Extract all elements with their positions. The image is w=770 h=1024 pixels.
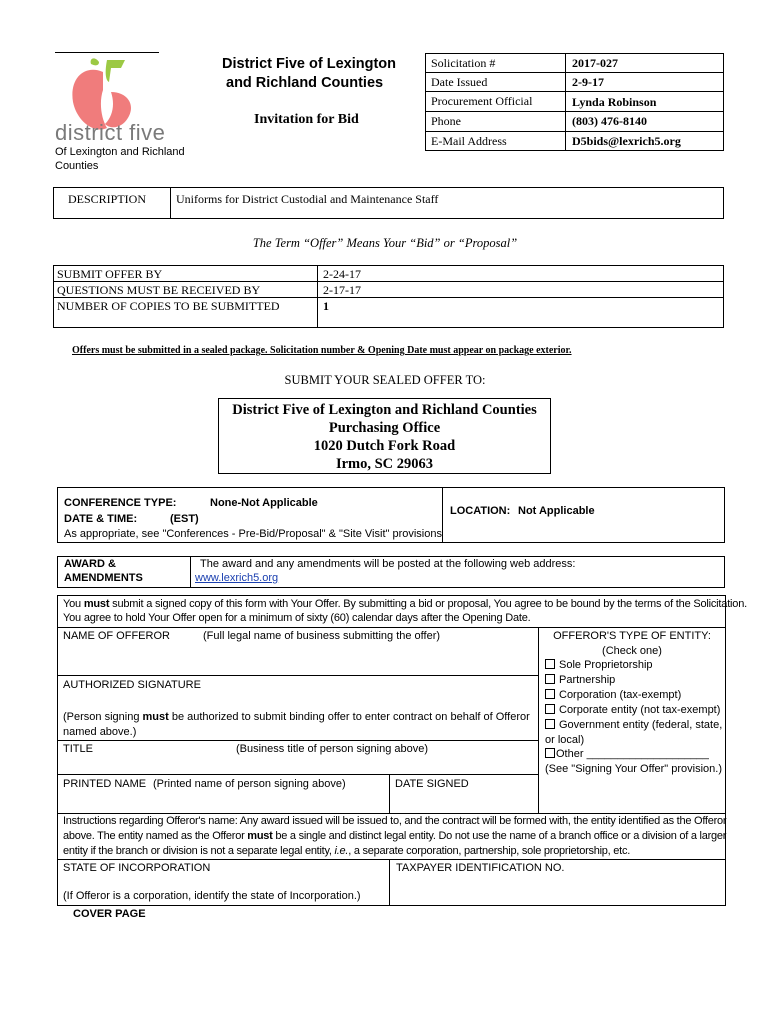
award-label-2: AMENDMENTS [64, 572, 143, 584]
entity-option-other[interactable]: Other ____________________ [545, 748, 709, 760]
title-field[interactable] [58, 757, 537, 773]
entity-instruction: (Check one) [602, 645, 662, 657]
checkbox-icon[interactable] [545, 704, 555, 714]
solicitation-number: 2017-027 [572, 56, 618, 70]
conference-type-value: None-Not Applicable [210, 497, 318, 509]
logo-caption-2: Counties [55, 160, 99, 172]
entity-heading: OFFEROR'S TYPE OF ENTITY: [553, 630, 711, 642]
procurement-official-label: Procurement Official [431, 94, 533, 108]
award-link[interactable]: www.lexrich5.org [195, 572, 279, 584]
copies-value: 1 [323, 299, 329, 313]
email-value[interactable]: D5bids@lexrich5.org [572, 134, 681, 148]
submit-offer-label: SUBMIT OFFER BY [57, 267, 163, 281]
instructions-line1: Instructions regarding Offeror's name: Any award issued will be issued to, and the contract will be formed with, the entity identified as the Offeror [63, 815, 727, 827]
entity-option-sole-proprietorship[interactable]: Sole Proprietorship [545, 659, 653, 671]
logo-wordmark: district five [55, 120, 166, 145]
entity-option-government-cont: or local) [545, 734, 585, 746]
entity-footnote: (See "Signing Your Offer" provision.) [545, 763, 722, 775]
entity-option-partnership[interactable]: Partnership [545, 674, 615, 686]
procurement-official-value: Lynda Robinson [572, 95, 657, 109]
state-incorporation-field[interactable] [58, 876, 388, 888]
award-text: The award and any amendments will be posted at the following web address: [200, 558, 576, 570]
printed-name-label: PRINTED NAME [63, 778, 147, 790]
award-label: AWARD & [64, 558, 116, 570]
signature-hint: (Person signing must be authorized to submit binding offer to enter contract on behalf of Offeror [63, 711, 530, 723]
entity-option-corporate-entity[interactable]: Corporate entity (not tax-exempt) [545, 704, 720, 716]
checkbox-icon[interactable] [545, 674, 555, 684]
sealed-package-notice: Offers must be submitted in a sealed package. Solicitation number & Opening Date must appear on package exterior. [72, 345, 572, 356]
offer-intro: You must submit a signed copy of this form with Your Offer. By submitting a bid or proposal, You agree to be bound by the terms of the Solicitation. [63, 598, 747, 610]
submit-offer-date: 2-24-17 [323, 267, 361, 281]
title-label: TITLE [63, 743, 93, 755]
submit-to-heading: SUBMIT YOUR SEALED OFFER TO: [284, 373, 486, 387]
checkbox-icon[interactable] [545, 719, 555, 729]
date-issued-value: 2-9-17 [572, 75, 604, 89]
instructions-line3: entity if the branch or division is not a separate legal entity, i.e., a separate corporation, partnership, sole proprietorship, etc. [63, 845, 631, 857]
signature-hint-2: named above.) [63, 726, 137, 738]
logo-caption: Of Lexington and Richland [55, 146, 185, 158]
date-signed-field[interactable] [390, 792, 537, 812]
solicitation-label: Solicitation # [431, 56, 496, 70]
offeror-name-field[interactable] [58, 644, 537, 674]
instructions-line2: above. The entity named as the Offeror must be a single and distinct legal entity. Do not use the name of a branch office or a division of a larger [63, 830, 727, 842]
checkbox-icon[interactable] [545, 689, 555, 699]
org-title-line2: and Richland Counties [226, 75, 384, 91]
offeror-name-hint: (Full legal name of business submitting the offer) [203, 630, 441, 642]
email-label: E-Mail Address [431, 134, 507, 148]
cover-page-label: COVER PAGE [73, 908, 146, 920]
address-line1: District Five of Lexington and Richland Counties [232, 402, 537, 418]
description-value: Uniforms for District Custodial and Maintenance Staff [176, 192, 439, 206]
copies-label: NUMBER OF COPIES TO BE SUBMITTED [57, 299, 280, 313]
phone-value: (803) 476-8140 [572, 114, 647, 128]
address-line3: 1020 Dutch Fork Road [313, 438, 456, 454]
date-issued-label: Date Issued [431, 75, 488, 89]
offer-intro-line2: You agree to hold Your Offer open for a minimum of sixty (60) calendar days after the Opening Date. [63, 612, 531, 624]
conference-datetime-value: (EST) [170, 513, 199, 525]
state-incorporation-label: STATE OF INCORPORATION [63, 862, 211, 874]
conference-type-label: CONFERENCE TYPE: [64, 497, 177, 509]
org-title: District Five of Lexington [222, 56, 397, 72]
address-line2: Purchasing Office [328, 420, 441, 436]
authorized-signature-label: AUTHORIZED SIGNATURE [63, 679, 201, 691]
document-type: Invitation for Bid [254, 112, 359, 127]
entity-option-government[interactable]: Government entity (federal, state, [545, 719, 722, 731]
location-label: LOCATION: [450, 505, 511, 517]
description-label: DESCRIPTION [68, 192, 147, 206]
checkbox-icon[interactable] [545, 748, 555, 758]
date-signed-label: DATE SIGNED [395, 778, 469, 790]
state-incorporation-hint: (If Offeror is a corporation, identify the state of Incorporation.) [63, 890, 361, 902]
address-line4: Irmo, SC 29063 [335, 456, 434, 472]
taxpayer-id-label: TAXPAYER IDENTIFICATION NO. [396, 862, 565, 874]
title-hint: (Business title of person signing above) [236, 743, 428, 755]
offeror-name-label: NAME OF OFFEROR [63, 630, 170, 642]
location-value: Not Applicable [518, 505, 595, 517]
taxpayer-id-field[interactable] [390, 876, 725, 905]
printed-name-hint: (Printed name of person signing above) [153, 778, 346, 790]
conference-datetime-label: DATE & TIME: [64, 513, 138, 525]
entity-option-corporation[interactable]: Corporation (tax-exempt) [545, 689, 681, 701]
authorized-signature-field[interactable] [58, 693, 537, 709]
printed-name-field[interactable] [58, 792, 388, 812]
questions-label: QUESTIONS MUST BE RECEIVED BY [57, 283, 261, 297]
phone-label: Phone [431, 114, 461, 128]
conference-note: As appropriate, see "Conferences - Pre-Bid/Proposal" & "Site Visit" provisions [64, 528, 442, 540]
term-note: The Term “Offer” Means Your “Bid” or “Proposal” [252, 236, 518, 250]
checkbox-icon[interactable] [545, 659, 555, 669]
questions-date: 2-17-17 [323, 283, 361, 297]
